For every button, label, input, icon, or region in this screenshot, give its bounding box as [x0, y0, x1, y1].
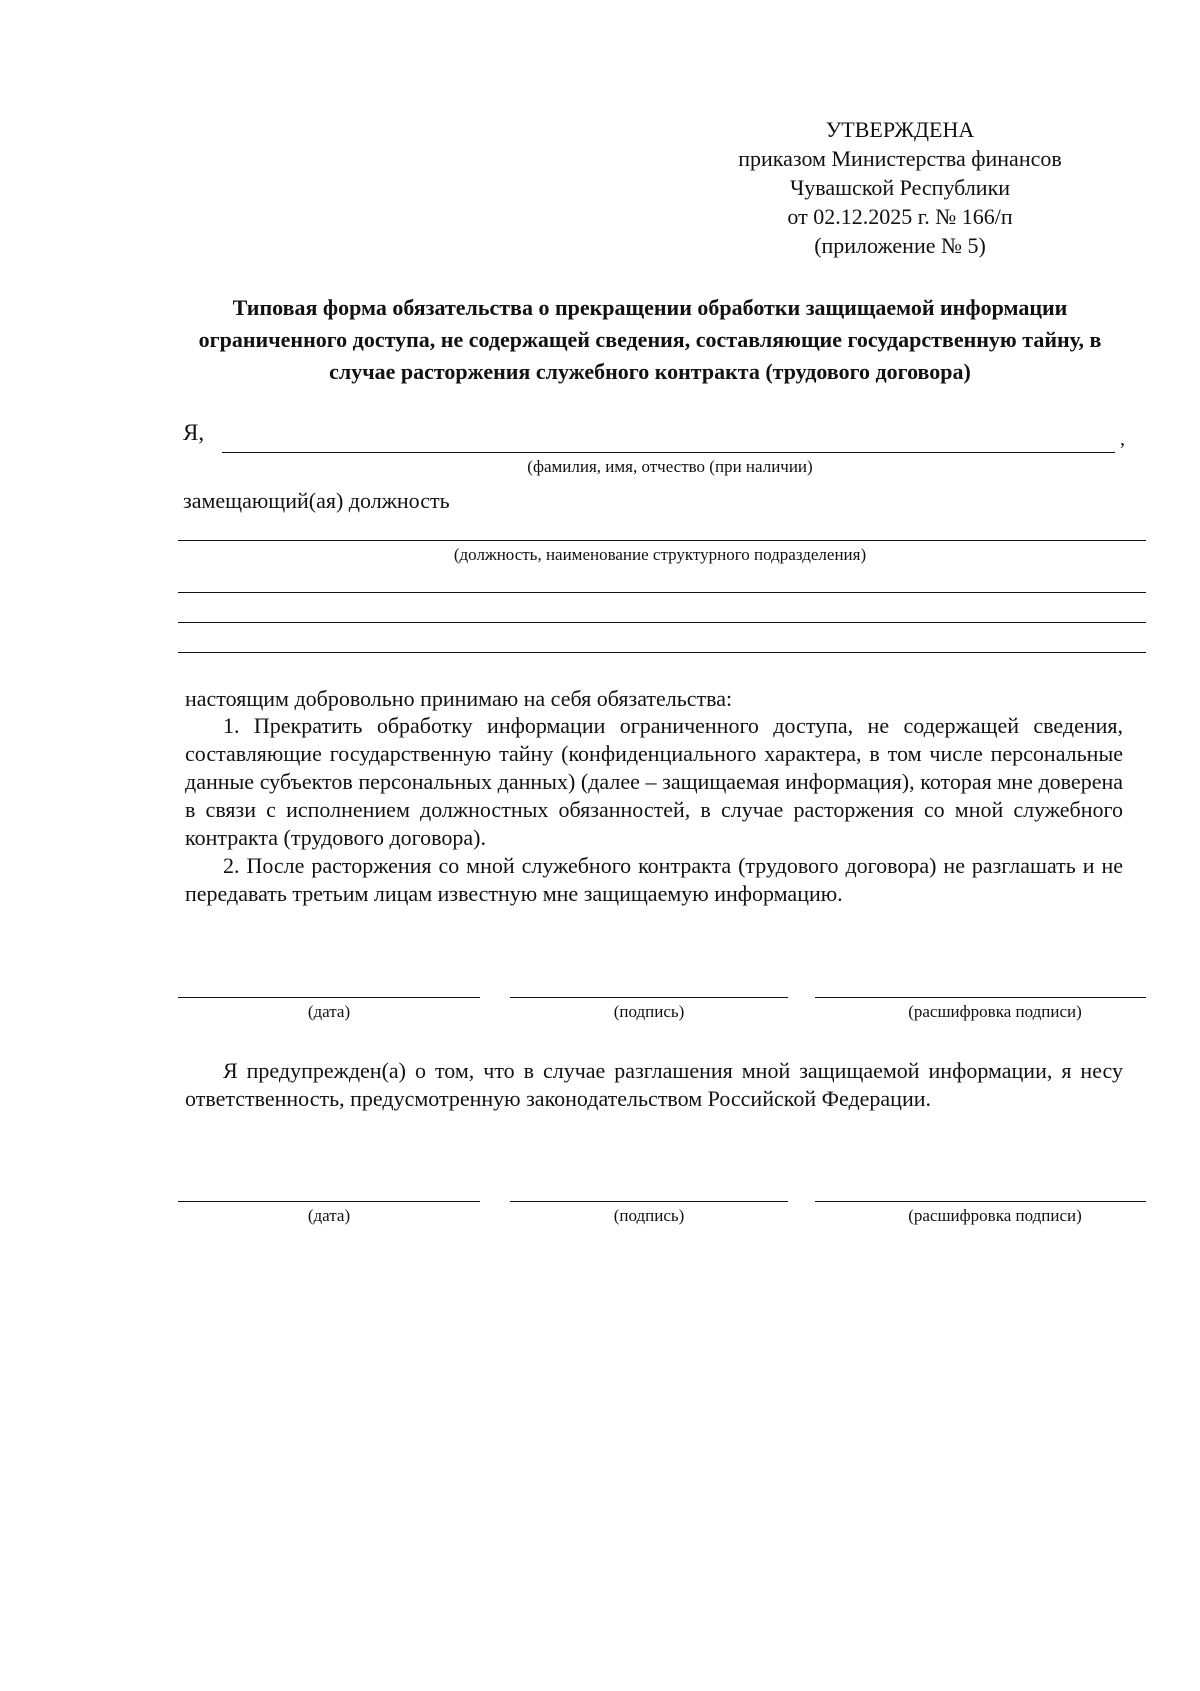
approval-line-republic: Чувашской Республики — [789, 175, 1011, 200]
decoding-caption-1: (расшифровка подписи) — [908, 1002, 1082, 1021]
position-field-line-4[interactable] — [178, 652, 1146, 653]
approval-block — [690, 115, 1110, 260]
name-caption: (фамилия, имя, отчество (при наличии) — [527, 457, 813, 476]
obligation-item-1: 1. Прекратить обработку информации ограниченного доступа, не содержащей сведения, составляющие государственную тайну (конфиденциального характера, в том числе персональные данные субъектов персональных данных) (далее – защищаемая информация), которая мне доверена в связи с исполнением должностных обязанностей, в случае расторжения со мной служебного контракта (трудового договора). — [185, 713, 1123, 850]
obligations-intro: настоящим добровольно принимаю на себя обязательства: — [185, 686, 733, 711]
date-caption-1: (дата) — [307, 1002, 351, 1021]
declarant-prefix: Я, — [183, 420, 205, 445]
signature-caption-1: (подпись) — [613, 1002, 685, 1021]
decoding-line-2[interactable] — [815, 1201, 1146, 1202]
name-field-line[interactable] — [222, 452, 1115, 453]
signature-line-2[interactable] — [510, 1201, 788, 1202]
position-label: замещающий(ая) должность — [183, 488, 450, 513]
date-line-2[interactable] — [178, 1201, 480, 1202]
decoding-line-1[interactable] — [815, 997, 1146, 998]
signature-line-1[interactable] — [510, 997, 788, 998]
liability-warning: Я предупрежден(а) о том, что в случае разглашения мной защищаемой информации, я несу ответственность, предусмотренную законодательством Российской Федерации. — [185, 1058, 1123, 1111]
approval-line-order: приказом Министерства финансов — [738, 146, 1062, 171]
date-caption-2: (дата) — [307, 1206, 351, 1225]
position-field-line-2[interactable] — [178, 592, 1146, 593]
document-title: Типовая форма обязательства о прекращении обработки защищаемой информации ограниченного доступа, не содержащей сведения, составляющие государственную тайну, в случае расторжения служебного контракта (трудового договора) — [198, 295, 1102, 384]
approval-stamp: УТВЕРЖДЕНА — [825, 117, 975, 142]
position-field-line[interactable] — [178, 540, 1146, 541]
approval-line-date: от 02.12.2025 г. № 166/п — [787, 204, 1013, 229]
position-field-line-3[interactable] — [178, 622, 1146, 623]
signature-caption-2: (подпись) — [613, 1206, 685, 1225]
name-comma: , — [1120, 428, 1125, 450]
approval-line-appendix: (приложение № 5) — [814, 233, 986, 258]
date-line-1[interactable] — [178, 997, 480, 998]
obligation-item-2: 2. После расторжения со мной служебного контракта (трудового договора) не разглашать и не передавать третьим лицам известную мне защищаемую информацию. — [185, 853, 1123, 906]
decoding-caption-2: (расшифровка подписи) — [908, 1206, 1082, 1225]
position-caption: (должность, наименование структурного подразделения) — [453, 545, 867, 564]
